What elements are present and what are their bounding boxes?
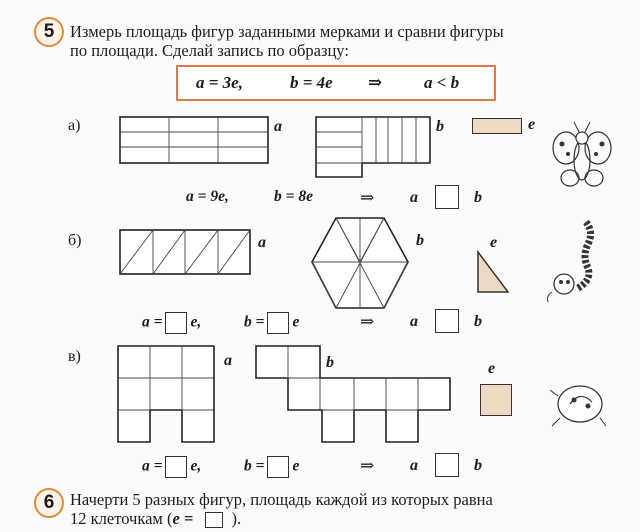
part-b-answer-a[interactable] <box>165 312 187 334</box>
part-b-eq-b-text: b = <box>244 313 265 331</box>
figure-a3 <box>118 346 218 448</box>
measure-triangle-b <box>476 250 510 294</box>
part-c-eq-b-text: b = <box>244 457 265 475</box>
task-6-line2-e: e = <box>172 509 194 528</box>
sample-result: a < b <box>424 73 460 92</box>
part-b-eq-a-unit: e, <box>190 313 202 331</box>
task-6-line2-post: ). <box>231 509 242 528</box>
part-b-fig-b-label: b <box>416 232 424 249</box>
part-c-label: в) <box>68 348 81 365</box>
part-b-eq-a-text: a = <box>142 313 163 331</box>
task-6-instruction <box>70 490 493 528</box>
task-6-line2 <box>70 509 493 528</box>
part-a-cmp-a: a <box>410 189 418 206</box>
part-a-label: а) <box>68 117 81 134</box>
part-b-eq-b <box>244 312 299 334</box>
figure-b3 <box>256 346 452 448</box>
part-c-eq-a <box>142 456 201 478</box>
figure-a1 <box>120 117 270 165</box>
part-c-cmp-b: b <box>474 457 482 474</box>
part-a-cmp-b: b <box>474 189 482 206</box>
part-b-compare-box[interactable] <box>435 309 459 333</box>
task-6-line1: Начерти 5 разных фигур, площадь каждой из которых равна <box>70 490 493 509</box>
task-instruction <box>70 22 504 60</box>
measure-rect-a <box>472 118 522 134</box>
part-b-eq-a <box>142 312 201 334</box>
sample-box <box>176 65 496 101</box>
measure-square-c <box>480 384 512 416</box>
part-a-fig-a-label: a <box>274 118 282 135</box>
part-c-answer-b[interactable] <box>267 456 289 478</box>
sample-b: b = 4e <box>290 73 333 92</box>
part-c-arrow: ⇒ <box>360 456 375 475</box>
part-b-fig-a-label: a <box>258 234 266 251</box>
butterfly-character-illustration <box>552 120 612 194</box>
part-a-fig-b-label: b <box>436 118 444 135</box>
part-b-arrow: ⇒ <box>360 312 375 331</box>
part-a-compare-box[interactable] <box>435 185 459 209</box>
task-number-badge: 5 <box>34 17 64 47</box>
figure-b1 <box>316 117 432 179</box>
part-c-eq-b <box>244 456 299 478</box>
part-c-cmp-a: a <box>410 457 418 474</box>
part-a-eq-b: b = 8e <box>274 188 313 205</box>
part-c-measure-label: e <box>488 360 496 377</box>
task-6-number-badge: 6 <box>34 488 64 518</box>
sample-arrow: ⇒ <box>368 73 383 92</box>
figure-b2-hexagon <box>310 216 410 310</box>
part-c-eq-a-unit: e, <box>190 457 202 475</box>
beetle-character-illustration <box>550 374 608 430</box>
part-b-eq-b-unit: e <box>292 313 300 331</box>
task-6-cell-box <box>205 512 223 528</box>
figure-a2 <box>120 230 252 276</box>
part-a-eq-a: a = 9e, <box>186 188 229 205</box>
task-instruction-line2: по площади. Сделай запись по образцу: <box>70 41 349 60</box>
task-instruction-line1: Измерь площадь фигур заданными мерками и сравни фигуры <box>70 22 504 41</box>
part-c-answer-a[interactable] <box>165 456 187 478</box>
caterpillar-character-illustration <box>546 218 608 304</box>
sample-a: a = 3e, <box>196 73 243 92</box>
part-b-answer-b[interactable] <box>267 312 289 334</box>
part-b-label: б) <box>68 232 82 249</box>
part-b-measure-label: e <box>490 234 498 251</box>
part-b-cmp-b: b <box>474 313 482 330</box>
part-c-compare-box[interactable] <box>435 453 459 477</box>
part-a-measure-label: e <box>528 116 536 133</box>
part-c-eq-a-text: a = <box>142 457 163 475</box>
part-c-fig-b-label: b <box>326 354 334 371</box>
part-c-fig-a-label: a <box>224 352 232 369</box>
part-a-arrow: ⇒ <box>360 188 375 207</box>
part-b-cmp-a: a <box>410 313 418 330</box>
task-6-line2-pre: 12 клеточкам ( <box>70 509 173 528</box>
part-c-eq-b-unit: e <box>292 457 300 475</box>
